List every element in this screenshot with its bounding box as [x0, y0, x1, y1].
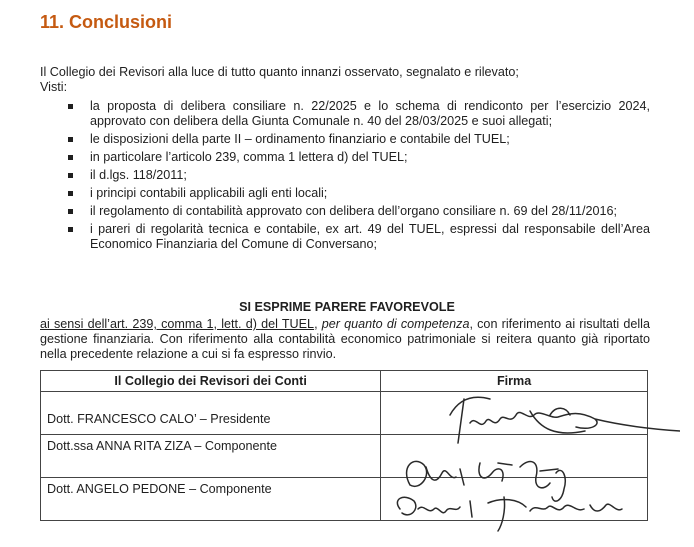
revisore-name: Dott.ssa ANNA RITA ZIZA – Componente: [41, 435, 381, 478]
table-row: [41, 435, 648, 478]
conclusion-text: , con riferimento ai risultati della gestione finanziaria. Con riferimento alla contabilità economico patrimoniale si reitera quanto già riportato nella precedente relazione a cui si fa espresso rinvio.: [40, 317, 650, 361]
list-item: il d.lgs. 118/2011;: [40, 168, 650, 183]
table-row: [41, 392, 648, 435]
revisore-name: Dott. ANGELO PEDONE – Componente: [41, 478, 381, 521]
signature-cell: [381, 478, 648, 521]
separator-text: ,: [314, 317, 322, 331]
conclusion-paragraph: [40, 317, 650, 362]
list-item: in particolare l’articolo 239, comma 1 lettera d) del TUEL;: [40, 150, 650, 165]
visti-list: [40, 99, 650, 255]
collegio-header: Il Collegio dei Revisori dei Conti: [41, 371, 381, 392]
revisore-name: Dott. FRANCESCO CALO’ – Presidente: [41, 392, 381, 435]
table-header-row: [41, 371, 648, 392]
list-item: la proposta di delibera consiliare n. 22/2025 e lo schema di rendiconto per l’esercizio 2024, approvato con delibera della Giunta Comunale n. 40 del 28/03/2025 e suoi allegati;: [40, 99, 650, 129]
legal-reference: ai sensi dell’art. 239, comma 1, lett. d) del TUEL: [40, 317, 315, 331]
visti-label: Visti:: [40, 80, 68, 94]
firma-header: Firma: [381, 371, 648, 392]
verdict-heading: SI ESPRIME PARERE FAVOREVOLE: [239, 300, 455, 314]
list-item: i principi contabili applicabili agli enti locali;: [40, 186, 650, 201]
signature-cell: [381, 392, 648, 435]
list-item: le disposizioni della parte II – ordinamento finanziario e contabile del TUEL;: [40, 132, 650, 147]
table-row: [41, 478, 648, 521]
intro-paragraph: Il Collegio dei Revisori alla luce di tutto quanto innanzi osservato, segnalato e rilevato;: [40, 65, 519, 79]
list-item: il regolamento di contabilità approvato con delibera dell’organo consiliare n. 69 del 28/11/2016;: [40, 204, 650, 219]
signature-cell: [381, 435, 648, 478]
list-item: i pareri di regolarità tecnica e contabile, ex art. 49 del TUEL, espressi dal responsabile dell’Area Economico Finanziaria del Comune di Conversano;: [40, 222, 650, 252]
competence-phrase: per quanto di competenza: [321, 317, 470, 331]
section-heading: 11. Conclusioni: [40, 12, 173, 32]
signature-table: [40, 370, 648, 521]
